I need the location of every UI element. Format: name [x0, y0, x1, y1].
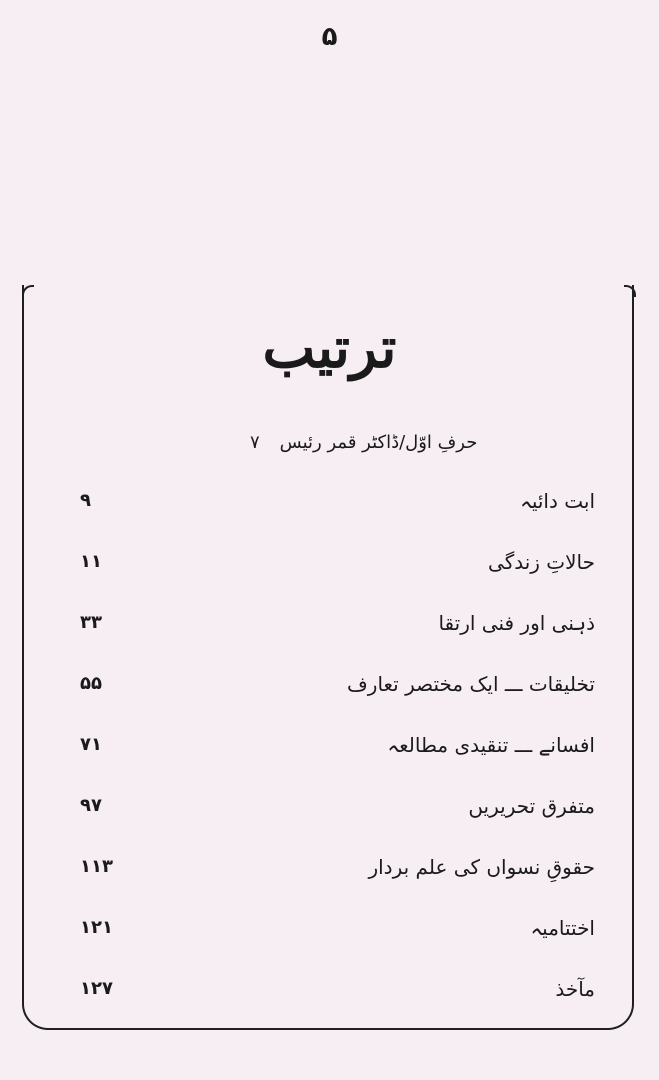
- toc-page: ۱۱۳: [80, 856, 113, 877]
- toc-item: [80, 592, 595, 653]
- toc-item: [80, 775, 595, 836]
- toc-page: ۹: [80, 490, 91, 511]
- toc-label: مآخذ: [555, 976, 595, 1001]
- toc-label: تخلیقات ـــ ایک مختصر تعارف: [347, 671, 595, 696]
- frame-corner-right: [624, 285, 636, 297]
- toc-item: [80, 958, 595, 1019]
- preface-entry: [250, 432, 477, 453]
- toc-label: حقوقِ نسواں کی علم بردار: [368, 854, 595, 879]
- page-title: ترتیب: [262, 315, 397, 381]
- toc-item: [80, 714, 595, 775]
- toc-page: ۱۲۷: [80, 978, 113, 999]
- toc-item: [80, 470, 595, 531]
- toc-page: ۷۱: [80, 734, 102, 755]
- page-number: ۵: [321, 22, 338, 52]
- toc-item: [80, 531, 595, 592]
- toc-page: ۵۵: [80, 673, 102, 694]
- toc-label: ابت دائیہ: [520, 488, 595, 513]
- preface-label: حرفِ اوّل/ڈاکٹر قمر رئیس: [279, 432, 478, 453]
- toc-page: ۱۲۱: [80, 917, 113, 938]
- toc-label: ذہنی اور فنی ارتقا: [438, 610, 595, 635]
- toc-item: [80, 836, 595, 897]
- toc-item: [80, 653, 595, 714]
- toc-page: ۱۱: [80, 551, 102, 572]
- toc-page: ۳۳: [80, 612, 102, 633]
- toc-label: اختتامیہ: [530, 915, 595, 940]
- toc-page: ۹۷: [80, 795, 102, 816]
- table-of-contents: [80, 470, 595, 1019]
- toc-label: حالاتِ زندگی: [488, 549, 595, 574]
- toc-item: [80, 897, 595, 958]
- toc-label: افسانے ـــ تنقیدی مطالعہ: [387, 732, 595, 757]
- preface-page: ۷: [250, 432, 260, 453]
- toc-label: متفرق تحریریں: [468, 793, 595, 818]
